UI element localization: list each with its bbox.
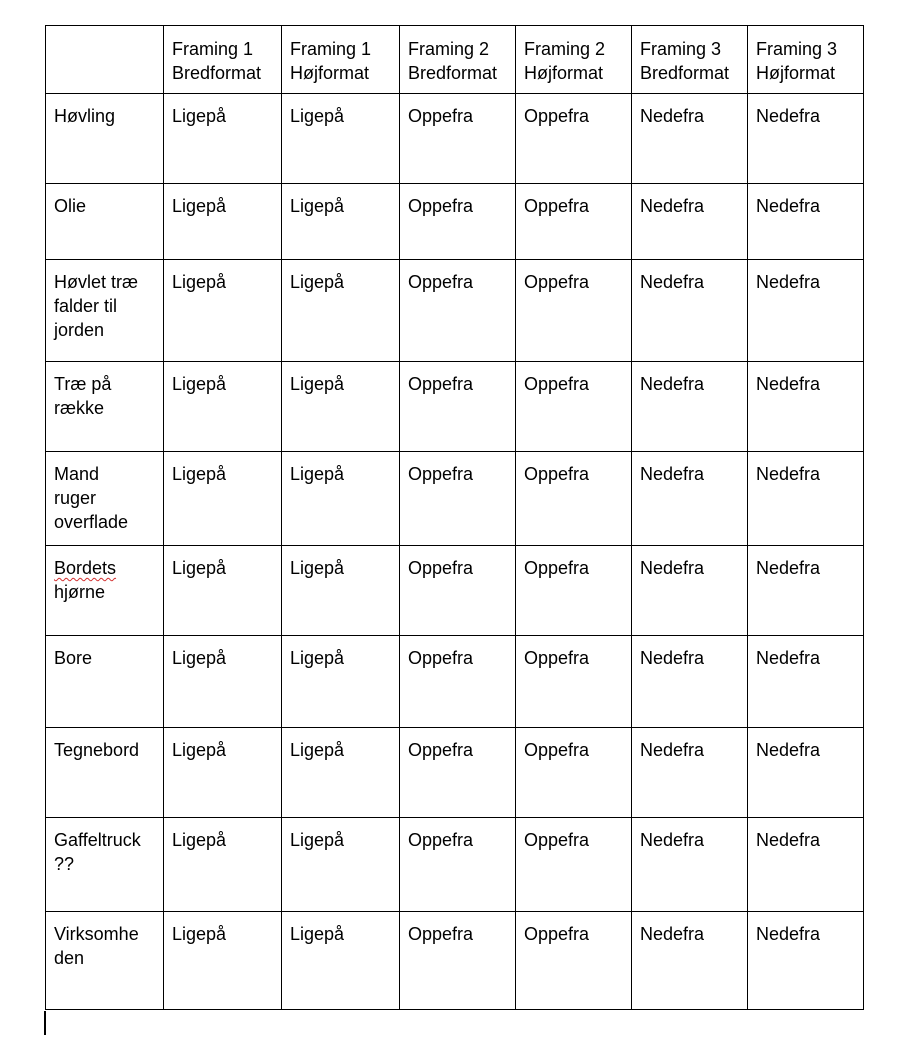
data-cell-text: Nedefra [756, 830, 821, 850]
data-cell[interactable] [748, 912, 864, 1010]
data-cell[interactable] [282, 94, 400, 184]
data-cell-text: Oppefra [524, 196, 590, 216]
header-cell-line: Højformat [524, 63, 604, 83]
data-cell[interactable] [282, 260, 400, 362]
header-cell-line: Bredformat [408, 63, 498, 83]
data-cell-text: Ligepå [172, 196, 227, 216]
data-cell[interactable] [164, 818, 282, 912]
data-cell[interactable] [632, 260, 748, 362]
data-cell[interactable] [400, 636, 516, 728]
row-label-cell[interactable] [46, 636, 164, 728]
data-cell-text: Ligepå [290, 272, 345, 292]
data-cell[interactable] [164, 94, 282, 184]
row-label-cell[interactable] [46, 260, 164, 362]
data-cell-text: Nedefra [756, 272, 821, 292]
data-cell[interactable] [400, 818, 516, 912]
data-cell-text: Nedefra [756, 106, 821, 126]
data-cell-text: Ligepå [290, 464, 345, 484]
data-cell[interactable] [748, 452, 864, 546]
row-label-cell[interactable] [46, 184, 164, 260]
data-cell[interactable] [400, 546, 516, 636]
header-cell[interactable] [748, 26, 864, 94]
row-label-cell-line: Høvlet træ [54, 272, 139, 292]
row-label-cell-line: jorden [54, 320, 105, 340]
header-cell-line: Framing 1 [172, 39, 254, 59]
header-cell-line: Framing 3 [640, 39, 722, 59]
data-cell-text: Oppefra [524, 558, 590, 578]
text-cursor [44, 1011, 46, 1035]
data-cell[interactable] [400, 260, 516, 362]
data-cell[interactable] [516, 452, 632, 546]
data-cell[interactable] [516, 94, 632, 184]
data-cell[interactable] [632, 94, 748, 184]
row-label-cell-line: Høvling [54, 106, 116, 126]
table-row [46, 362, 864, 452]
data-cell-text: Nedefra [756, 648, 821, 668]
row-label-cell-line: ?? [54, 854, 75, 874]
row-label-cell-line: Træ på [54, 374, 112, 394]
data-cell-text: Oppefra [408, 374, 474, 394]
data-cell-text: Ligepå [290, 648, 345, 668]
data-cell-text: Nedefra [640, 196, 705, 216]
table-row [46, 636, 864, 728]
data-cell[interactable] [632, 362, 748, 452]
row-label-cell-line: række [54, 398, 105, 418]
data-cell[interactable] [516, 546, 632, 636]
data-cell[interactable] [516, 184, 632, 260]
header-cell-line: Bredformat [172, 63, 262, 83]
row-label-cell[interactable] [46, 362, 164, 452]
data-cell[interactable] [748, 728, 864, 818]
data-cell[interactable] [400, 184, 516, 260]
data-cell-text: Oppefra [524, 272, 590, 292]
table-row [46, 94, 864, 184]
data-cell-text: Oppefra [408, 196, 474, 216]
data-cell[interactable] [748, 362, 864, 452]
table-body [46, 94, 864, 1010]
data-cell-text: Oppefra [524, 374, 590, 394]
data-cell-text: Nedefra [640, 830, 705, 850]
row-label-cell-line: ruger [54, 488, 97, 508]
row-label-cell-line: Mand [54, 464, 100, 484]
header-cell[interactable] [164, 26, 282, 94]
data-cell-text: Ligepå [172, 464, 227, 484]
data-cell-text: Oppefra [524, 106, 590, 126]
header-cell[interactable] [516, 26, 632, 94]
data-cell[interactable] [632, 452, 748, 546]
data-cell[interactable] [400, 452, 516, 546]
data-cell[interactable] [164, 184, 282, 260]
table-row [46, 260, 864, 362]
row-label-cell-line: den [54, 948, 85, 968]
header-cell[interactable] [632, 26, 748, 94]
row-label-cell-line: Gaffeltruck [54, 830, 141, 850]
data-cell[interactable] [282, 636, 400, 728]
row-label-cell[interactable] [46, 912, 164, 1010]
data-cell-text: Nedefra [756, 374, 821, 394]
data-cell-text: Ligepå [172, 374, 227, 394]
data-cell[interactable] [282, 912, 400, 1010]
data-cell[interactable] [400, 912, 516, 1010]
data-cell-text: Nedefra [640, 740, 705, 760]
data-cell[interactable] [632, 818, 748, 912]
table-header-row [46, 26, 864, 94]
row-label-cell-line: hjørne [54, 582, 106, 602]
data-cell-text: Ligepå [172, 830, 227, 850]
data-cell[interactable] [516, 912, 632, 1010]
data-cell-text: Oppefra [408, 740, 474, 760]
data-cell-text: Ligepå [290, 374, 345, 394]
data-cell-text: Nedefra [756, 558, 821, 578]
document-table [45, 25, 864, 1010]
data-cell-text: Nedefra [640, 558, 705, 578]
row-label-cell-line: Virksomhe [54, 924, 139, 944]
data-cell-text: Oppefra [408, 558, 474, 578]
row-label-cell[interactable] [46, 546, 164, 636]
header-cell-line: Framing 1 [290, 39, 372, 59]
data-cell-text: Nedefra [756, 464, 821, 484]
data-cell-text: Nedefra [756, 924, 821, 944]
data-cell-text: Ligepå [290, 558, 345, 578]
header-cell-line: Framing 2 [524, 39, 606, 59]
data-cell[interactable] [282, 728, 400, 818]
data-cell-text: Ligepå [172, 272, 227, 292]
data-cell-text: Oppefra [408, 830, 474, 850]
data-cell-text: Ligepå [172, 648, 227, 668]
data-cell-text: Oppefra [524, 740, 590, 760]
data-cell-text: Oppefra [524, 830, 590, 850]
data-cell[interactable] [632, 912, 748, 1010]
data-cell[interactable] [748, 260, 864, 362]
data-cell[interactable] [516, 636, 632, 728]
data-cell-text: Nedefra [640, 272, 705, 292]
data-cell[interactable] [516, 728, 632, 818]
table-row [46, 452, 864, 546]
data-cell[interactable] [516, 818, 632, 912]
row-label-cell-line: Bordets [54, 558, 117, 578]
table-row [46, 184, 864, 260]
data-cell[interactable] [164, 260, 282, 362]
data-cell-text: Ligepå [290, 830, 345, 850]
data-cell-text: Nedefra [640, 374, 705, 394]
data-cell-text: Ligepå [172, 106, 227, 126]
row-label-cell-line: Olie [54, 196, 87, 216]
data-cell[interactable] [516, 362, 632, 452]
data-cell[interactable] [400, 94, 516, 184]
table-header [46, 26, 864, 94]
header-cell-line: Framing 2 [408, 39, 490, 59]
data-cell[interactable] [164, 362, 282, 452]
data-cell[interactable] [164, 636, 282, 728]
data-cell-text: Oppefra [524, 648, 590, 668]
data-cell-text: Ligepå [172, 740, 227, 760]
table-row [46, 912, 864, 1010]
row-label-cell-line: overflade [54, 512, 129, 532]
data-cell-text: Nedefra [756, 196, 821, 216]
data-cell[interactable] [282, 818, 400, 912]
header-cell[interactable] [400, 26, 516, 94]
header-cell-line: Framing 3 [756, 39, 838, 59]
data-cell[interactable] [632, 728, 748, 818]
data-cell[interactable] [282, 362, 400, 452]
data-cell[interactable] [282, 184, 400, 260]
header-cell-line: Højformat [290, 63, 370, 83]
data-cell[interactable] [516, 260, 632, 362]
data-cell-text: Ligepå [290, 924, 345, 944]
data-cell[interactable] [748, 818, 864, 912]
header-cell-line: Højformat [756, 63, 836, 83]
data-cell-text: Ligepå [290, 106, 345, 126]
data-cell-text: Ligepå [290, 196, 345, 216]
data-cell-text: Oppefra [408, 464, 474, 484]
data-cell-text: Nedefra [640, 648, 705, 668]
row-label-cell[interactable] [46, 728, 164, 818]
data-cell[interactable] [632, 546, 748, 636]
data-cell-text: Oppefra [524, 464, 590, 484]
data-cell-text: Nedefra [756, 740, 821, 760]
data-cell[interactable] [632, 184, 748, 260]
row-label-cell[interactable] [46, 452, 164, 546]
data-cell[interactable] [282, 546, 400, 636]
header-cell[interactable] [282, 26, 400, 94]
data-cell-text: Ligepå [290, 740, 345, 760]
data-cell[interactable] [164, 546, 282, 636]
table-row [46, 728, 864, 818]
table-row [46, 818, 864, 912]
data-cell[interactable] [164, 728, 282, 818]
data-cell[interactable] [748, 546, 864, 636]
data-cell-text: Ligepå [172, 558, 227, 578]
data-cell-text: Oppefra [408, 648, 474, 668]
data-cell-text: Oppefra [408, 272, 474, 292]
data-cell[interactable] [164, 452, 282, 546]
data-cell[interactable] [632, 636, 748, 728]
data-cell-text: Nedefra [640, 106, 705, 126]
data-cell-text: Nedefra [640, 924, 705, 944]
row-label-cell-line: falder til [54, 296, 118, 316]
data-cell[interactable] [400, 728, 516, 818]
data-cell-text: Oppefra [524, 924, 590, 944]
header-cell-line: Bredformat [640, 63, 730, 83]
data-cell[interactable] [748, 184, 864, 260]
data-cell[interactable] [282, 452, 400, 546]
row-label-cell-line: Bore [54, 648, 93, 668]
data-cell-text: Nedefra [640, 464, 705, 484]
table-row [46, 546, 864, 636]
data-cell[interactable] [748, 636, 864, 728]
row-label-cell[interactable] [46, 94, 164, 184]
data-cell-text: Oppefra [408, 106, 474, 126]
row-label-cell-line: Tegnebord [54, 740, 140, 760]
data-cell-text: Oppefra [408, 924, 474, 944]
data-cell[interactable] [748, 94, 864, 184]
data-cell-text: Ligepå [172, 924, 227, 944]
data-cell[interactable] [164, 912, 282, 1010]
row-label-cell[interactable] [46, 818, 164, 912]
data-cell[interactable] [400, 362, 516, 452]
header-cell[interactable] [46, 26, 164, 94]
